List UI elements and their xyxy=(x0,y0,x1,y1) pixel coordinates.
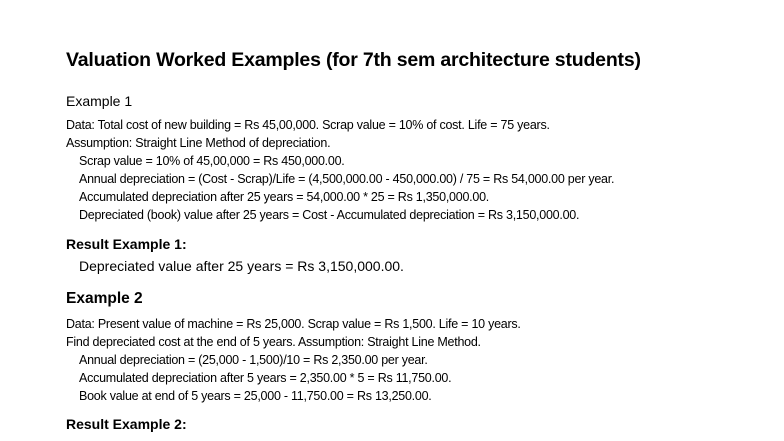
example-1-assumption-line: Assumption: Straight Line Method of depreciation. xyxy=(66,136,331,150)
example-1-step: Accumulated depreciation after 25 years = 54,000.00 * 25 = Rs 1,350,000.00. xyxy=(79,190,490,204)
example-1-step: Scrap value = 10% of 45,00,000 = Rs 450,000.00. xyxy=(79,154,345,168)
example-2-heading: Example 2 xyxy=(66,290,143,307)
example-2-data-line: Data: Present value of machine = Rs 25,000. Scrap value = Rs 1,500. Life = 10 years. xyxy=(66,317,521,331)
example-2-step: Annual depreciation = (25,000 - 1,500)/10 = Rs 2,350.00 per year. xyxy=(79,353,428,367)
example-1-result-heading: Result Example 1: xyxy=(66,236,187,252)
example-2-find-line: Find depreciated cost at the end of 5 years. Assumption: Straight Line Method. xyxy=(66,335,481,349)
example-2-step: Accumulated depreciation after 5 years = 2,350.00 * 5 = Rs 11,750.00. xyxy=(79,371,452,385)
example-1-result-text: Depreciated value after 25 years = Rs 3,150,000.00. xyxy=(79,258,404,274)
example-2-step: Book value at end of 5 years = 25,000 - 11,750.00 = Rs 13,250.00. xyxy=(79,389,432,403)
document-title: Valuation Worked Examples (for 7th sem architecture students) xyxy=(66,49,641,71)
example-1-step: Annual depreciation = (Cost - Scrap)/Life = (4,500,000.00 - 450,000.00) / 75 = Rs 54,000.00 per year. xyxy=(79,172,615,186)
example-1-step: Depreciated (book) value after 25 years = Cost - Accumulated depreciation = Rs 3,150,000.00. xyxy=(79,208,580,222)
example-1-heading: Example 1 xyxy=(66,93,133,109)
example-2-result-heading: Result Example 2: xyxy=(66,416,187,432)
example-1-data-line: Data: Total cost of new building = Rs 45,00,000. Scrap value = 10% of cost. Life = 75 years. xyxy=(66,118,550,132)
